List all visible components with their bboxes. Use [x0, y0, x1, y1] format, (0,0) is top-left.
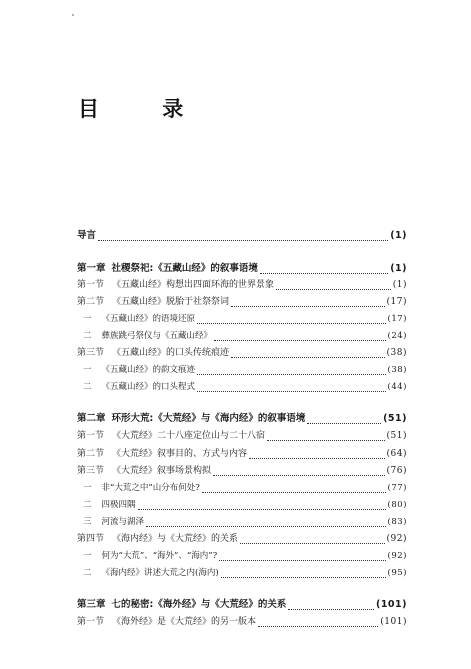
dot-leader — [219, 551, 385, 561]
toc-entry[interactable] — [77, 380, 407, 394]
toc-entry-page: (92) — [386, 534, 407, 544]
dot-leader — [249, 449, 384, 459]
dot-leader — [202, 483, 386, 493]
toc-entry-page: (1) — [390, 263, 407, 274]
toc-entry[interactable] — [77, 429, 407, 443]
toc-entry[interactable] — [77, 295, 407, 309]
toc-entry-page: (92) — [387, 551, 407, 561]
toc-entry-number: 第三章 — [77, 599, 106, 610]
toc-entry-number: 一 — [83, 483, 92, 493]
toc-entry-number: 第二节 — [77, 449, 105, 459]
toc-entry-title: 七的秘密:《海外经》与《大荒经》的关系 — [111, 599, 287, 610]
toc-entry-page: (101) — [375, 599, 407, 610]
toc-entry-number: 二 — [83, 382, 92, 392]
toc-entry-page: (51) — [386, 431, 407, 441]
toc-entry-page: (1) — [392, 280, 407, 290]
toc-entry-number: 三 — [83, 517, 92, 527]
toc-entry-page: (51) — [383, 413, 407, 424]
toc-entry-page: (24) — [387, 331, 407, 341]
toc-entry[interactable] — [77, 515, 407, 529]
dot-leader — [240, 534, 384, 544]
dot-leader — [138, 500, 386, 510]
toc-entry-title: 《大荒经》叙事目的、方式与内容 — [112, 449, 248, 459]
toc-entry-page: (1) — [390, 230, 407, 241]
toc-entry-number: 第二章 — [77, 413, 106, 424]
dot-leader — [288, 600, 374, 610]
toc-entry-number: 第一章 — [77, 263, 106, 274]
toc-entry-number: 一 — [83, 551, 92, 561]
dot-leader — [231, 297, 384, 307]
toc-entry[interactable] — [77, 262, 407, 276]
toc-entry-title: 导言 — [77, 230, 97, 241]
toc-entry-page: (95) — [387, 568, 407, 578]
toc-entry[interactable] — [77, 278, 407, 292]
toc-entry-title: 河流与湖泽 — [101, 517, 145, 527]
dot-leader — [214, 331, 386, 341]
toc-entry-page: (83) — [387, 517, 407, 527]
toc-entry-title: 《大荒经》叙事场景构拟 — [112, 466, 212, 476]
toc-entry[interactable] — [77, 329, 407, 343]
toc-entry[interactable] — [77, 481, 407, 495]
dot-leader — [197, 365, 386, 375]
toc-entry-title: 《五藏山经》脱胎于社祭祭词 — [112, 297, 230, 307]
toc-entry[interactable] — [77, 598, 407, 612]
toc-entry-number: 第一节 — [77, 431, 105, 441]
toc-entry-title: 彝族跳弓祭仪与《五藏山经》 — [101, 331, 213, 341]
toc-entry-page: (76) — [386, 466, 407, 476]
toc-entry-title: 《五藏山经》的韵文痕迹 — [101, 365, 196, 375]
toc-entry-number: 一 — [83, 314, 92, 324]
toc-entry[interactable] — [77, 549, 407, 563]
dot-leader — [276, 280, 391, 290]
toc-entry-page: (17) — [386, 297, 407, 307]
toc-entry-page: (77) — [387, 483, 407, 493]
scan-speck — [72, 14, 74, 16]
dot-leader — [260, 264, 388, 274]
toc-entry-number: 第四节 — [77, 534, 105, 544]
toc-entry-title: 《大荒经》二十八座定位山与二十八宿 — [112, 431, 266, 441]
toc-entry-title: 何为“大荒”、“海外”、“海内”? — [101, 551, 218, 561]
toc-entry-title: 环形大荒:《大荒经》与《海内经》的叙事语境 — [111, 413, 306, 424]
dot-leader — [146, 517, 386, 527]
toc-entry-title: 《海外经》是《大荒经》的另一版本 — [112, 617, 257, 627]
toc-entry-number: 二 — [83, 331, 92, 341]
toc-entry-page: (17) — [387, 314, 407, 324]
toc-entry-number: 二 — [83, 568, 92, 578]
toc-entry[interactable] — [77, 312, 407, 326]
toc-entry-title: 《海内经》讲述大荒之内(海内) — [101, 568, 219, 578]
toc-entry[interactable] — [77, 447, 407, 461]
toc-entry-number: 一 — [83, 365, 92, 375]
toc-entry-title: 社稷祭祀:《五藏山经》的叙事语境 — [111, 263, 258, 274]
toc-entry[interactable] — [77, 229, 407, 243]
toc-entry-title: 《五藏山经》的口头传统痕迹 — [112, 348, 230, 358]
dot-leader — [221, 568, 386, 578]
dot-leader — [197, 314, 386, 324]
toc-entry[interactable] — [77, 615, 407, 629]
toc-entry[interactable] — [77, 566, 407, 580]
toc-entry-number: 第二节 — [77, 297, 105, 307]
dot-leader — [197, 382, 386, 392]
toc-entry-page: (38) — [386, 348, 407, 358]
toc-entry-title: 《海内经》与《大荒经》的关系 — [112, 534, 239, 544]
toc-entry-title: 《五藏山经》构想出四面环海的世界景象 — [112, 280, 275, 290]
page-title: 目 录 — [78, 97, 212, 121]
toc-entry[interactable] — [77, 498, 407, 512]
toc-entry[interactable] — [77, 363, 407, 377]
dot-leader — [231, 348, 384, 358]
toc-entry[interactable] — [77, 464, 407, 478]
dot-leader — [213, 466, 384, 476]
toc-entry-page: (80) — [387, 500, 407, 510]
toc-entry-number: 第三节 — [77, 466, 105, 476]
toc-entry-title: 《五藏山经》的语境还原 — [101, 314, 196, 324]
toc-entry-number: 第三节 — [77, 348, 105, 358]
toc-entry-page: (64) — [386, 449, 407, 459]
toc-entry-page: (38) — [387, 365, 407, 375]
toc-entry[interactable] — [77, 346, 407, 360]
toc-entry-title: 《五藏山经》的口头程式 — [101, 382, 196, 392]
dot-leader — [98, 231, 388, 241]
dot-leader — [258, 617, 378, 627]
toc-entry[interactable] — [77, 532, 407, 546]
toc-entry-title: 非“大荒之中”山分布何处? — [101, 483, 200, 493]
toc-entry-number: 第一节 — [77, 280, 105, 290]
toc-entry[interactable] — [77, 412, 407, 426]
toc-entry-page: (101) — [380, 617, 407, 627]
toc-entry-title: 四极四隅 — [101, 500, 136, 510]
toc-entry-number: 第一节 — [77, 617, 105, 627]
dot-leader — [267, 431, 384, 441]
dot-leader — [307, 414, 381, 424]
toc-entry-page: (44) — [387, 382, 407, 392]
toc-entry-number: 二 — [83, 500, 92, 510]
